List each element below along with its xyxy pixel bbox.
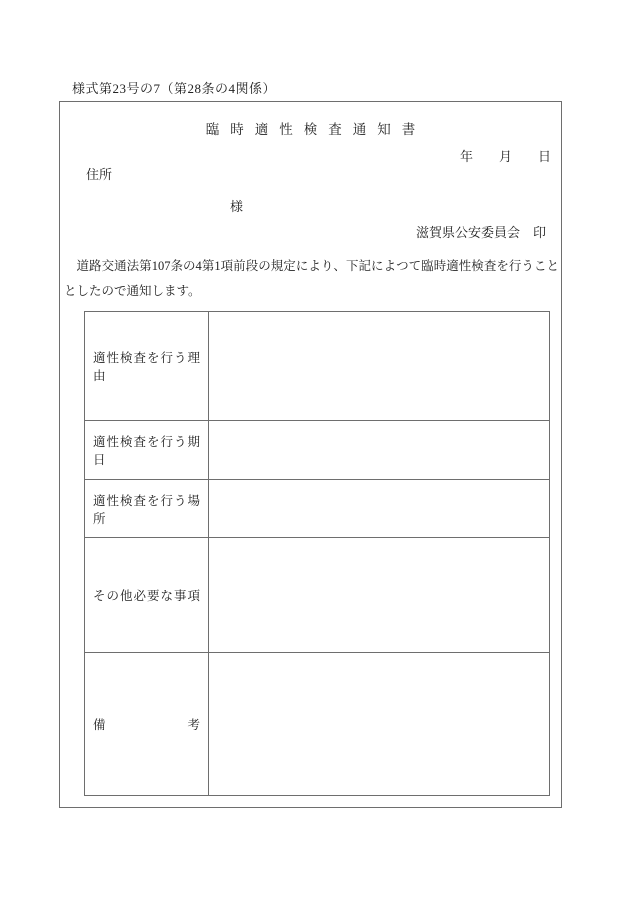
notice-table xyxy=(84,311,550,796)
recipient-honorific: 様 xyxy=(230,199,244,214)
row-label xyxy=(85,538,209,653)
row-label-text: 備考 xyxy=(93,718,200,732)
seal-mark: 印 xyxy=(532,225,546,240)
address-label: 住所 xyxy=(86,167,113,182)
issuer-line xyxy=(416,222,546,241)
row-label-text: 適性検査を行う場所 xyxy=(93,493,200,526)
row-label-text: 適性検査を行う理由 xyxy=(93,351,200,383)
row-value xyxy=(209,421,550,480)
issuer-name: 滋賀県公安委員会 xyxy=(415,225,520,240)
row-label-text: 適性検査を行う期日 xyxy=(93,435,200,467)
table-row xyxy=(85,480,550,538)
form-number: 様式第23号の7（第28条の4関係） xyxy=(72,81,277,96)
table-row xyxy=(85,653,550,796)
row-value xyxy=(209,653,550,796)
document-frame xyxy=(59,101,562,808)
row-value xyxy=(209,312,550,421)
row-label-text: その他必要な事項 xyxy=(93,589,200,603)
row-value xyxy=(209,480,550,538)
table-row xyxy=(85,312,550,421)
row-label xyxy=(85,480,209,538)
date-line: 年 月 日 xyxy=(459,149,551,164)
row-label xyxy=(85,421,209,480)
body-paragraph: 道路交通法第107条の4第1項前段の規定により、下記によつて臨時適性検査を行うこととしたので通知します。 xyxy=(64,259,559,298)
row-label xyxy=(85,312,209,421)
table-row xyxy=(85,421,550,480)
table-row xyxy=(85,538,550,653)
row-value xyxy=(209,538,550,653)
document-title: 臨時適性検査通知書 xyxy=(205,122,427,137)
row-label xyxy=(85,653,209,796)
